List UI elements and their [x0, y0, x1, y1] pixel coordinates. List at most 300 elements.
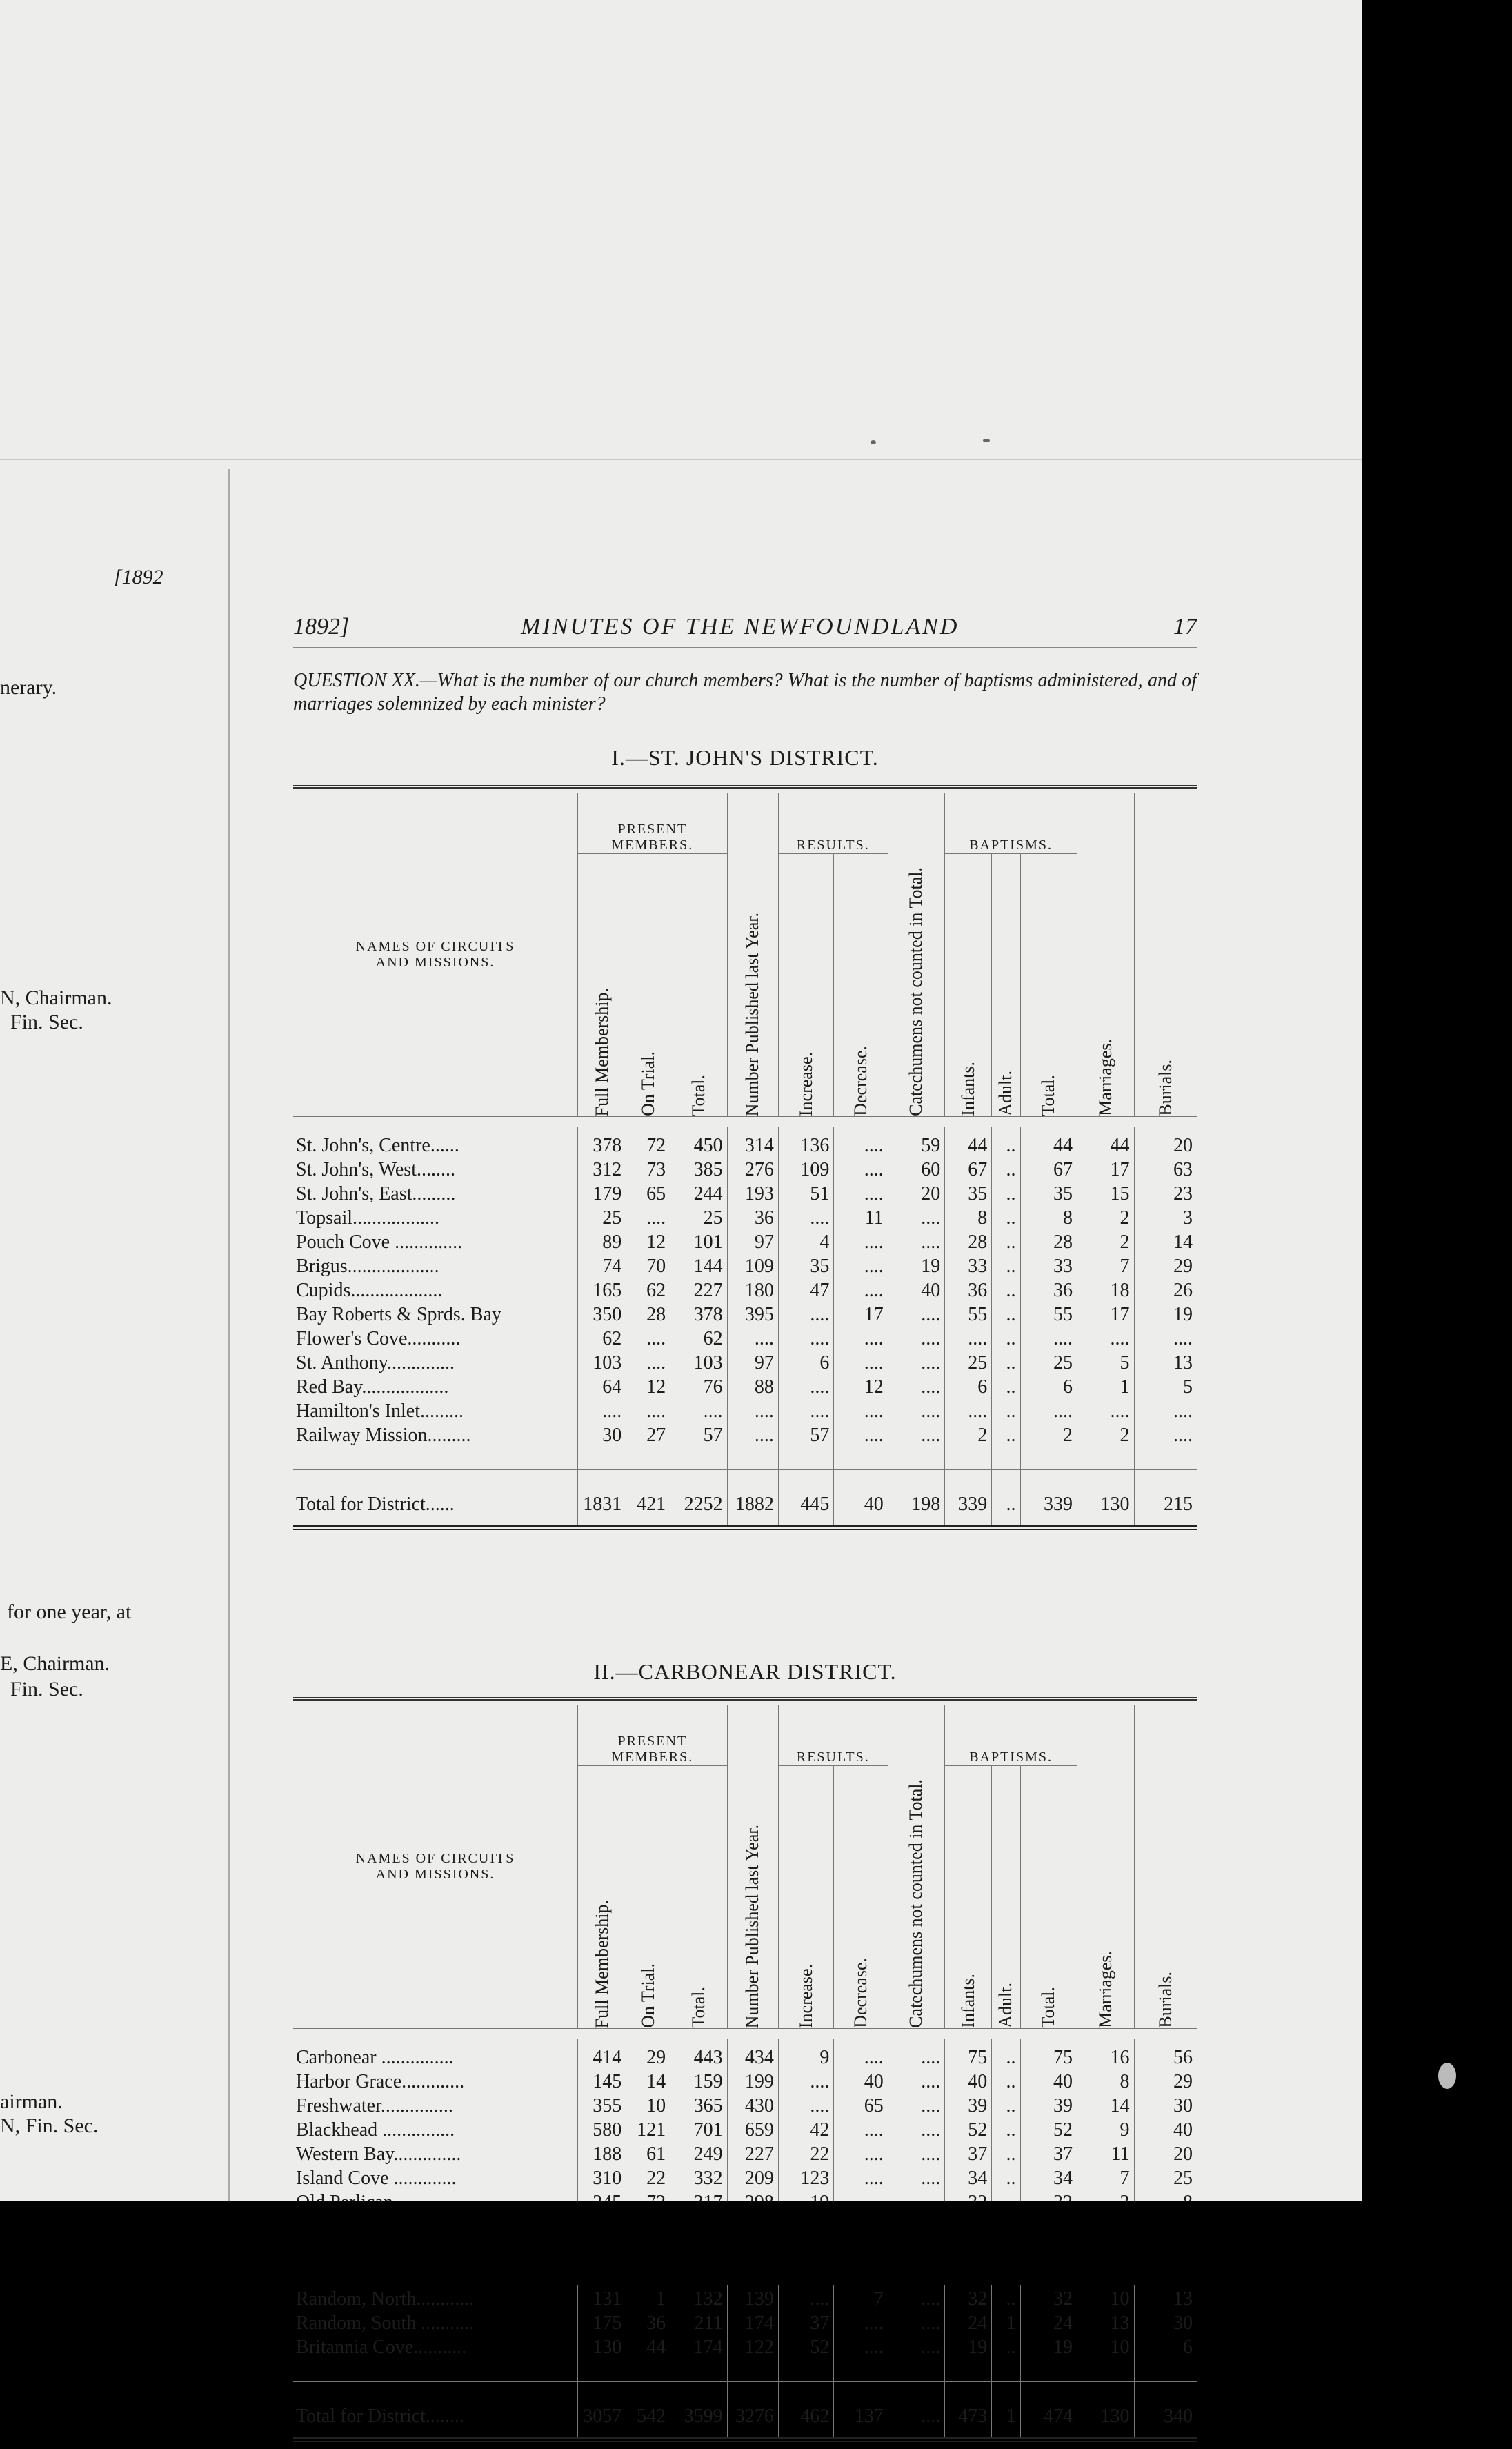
value-cell: ....	[834, 2311, 888, 2335]
value-cell: ....	[888, 1206, 945, 1230]
value-cell: 13	[1134, 2287, 1197, 2311]
value-cell: 20	[1134, 2142, 1197, 2166]
value-cell: 434	[727, 2039, 778, 2070]
baptisms-group-header: BAPTISMS.	[945, 1705, 1077, 1766]
value-cell: 249	[670, 2142, 728, 2166]
table-row	[293, 1399, 1197, 1423]
value-cell: 30	[1134, 2311, 1197, 2335]
circuit-name-cell: Western Bay..............	[296, 2143, 461, 2165]
value-cell: 11	[1077, 2142, 1135, 2166]
value-cell: ....	[945, 1399, 992, 1423]
value-cell: 227	[670, 1278, 728, 1302]
value-cell: 36	[1020, 1278, 1077, 1302]
total-column-header: Total.	[670, 854, 728, 1117]
value-cell: 130	[1077, 1484, 1135, 1528]
value-cell: ....	[834, 1351, 888, 1375]
value-cell: ....	[578, 1399, 626, 1423]
circuit-name-cell: Harbor Grace.............	[296, 2071, 465, 2092]
value-cell: 44	[1020, 1127, 1077, 1158]
marriages-column-header: Marriages.	[1077, 793, 1135, 1117]
value-cell: 123	[778, 2166, 833, 2190]
value-cell: 13	[1077, 2311, 1135, 2335]
value-cell: ....	[1134, 1399, 1197, 1423]
value-cell: 14	[1134, 1230, 1197, 1254]
value-cell: 19	[1020, 2335, 1077, 2359]
circuit-name-cell: St. John's, Centre......	[296, 1135, 459, 1156]
value-cell: ....	[888, 2094, 945, 2118]
table-row	[293, 1254, 1197, 1278]
table-row	[293, 1230, 1197, 1254]
value-cell: ....	[834, 1182, 888, 1206]
value-cell: 103	[670, 1351, 728, 1375]
value-cell: ....	[834, 1230, 888, 1254]
value-cell: 215	[1134, 1484, 1197, 1528]
value-cell: ..	[992, 2039, 1020, 2070]
value-cell: 25	[670, 1206, 728, 1230]
value-cell: 136	[778, 1127, 833, 1158]
value-cell: ..	[992, 1206, 1020, 1230]
value-cell: ..	[992, 2118, 1020, 2142]
value-cell: 6	[778, 1351, 833, 1375]
value-cell: 36	[727, 1206, 778, 1230]
value-cell: ..	[992, 1182, 1020, 1206]
value-cell: 10	[1077, 2287, 1135, 2311]
value-cell: 74	[578, 1254, 626, 1278]
value-cell: 139	[727, 2287, 778, 2311]
value-cell: 44	[945, 1127, 992, 1158]
left-page-fragment	[0, 566, 228, 2221]
value-cell: 35	[945, 1182, 992, 1206]
table-row	[293, 2118, 1197, 2142]
value-cell: ....	[1077, 1399, 1135, 1423]
value-cell: 59	[888, 1127, 945, 1158]
table-row	[293, 1351, 1197, 1375]
value-cell: ....	[888, 2118, 945, 2142]
baptisms-total-column-header: Total.	[1020, 1766, 1077, 2029]
value-cell: ....	[834, 2335, 888, 2359]
value-cell: 227	[727, 2142, 778, 2166]
header-rule	[293, 647, 1197, 648]
table-row	[293, 2094, 1197, 2118]
circuit-name-cell: Britannia Cove...........	[296, 2337, 467, 2358]
value-cell: 312	[578, 1158, 626, 1182]
results-group-header: RESULTS.	[778, 793, 888, 854]
value-cell: 52	[945, 2118, 992, 2142]
value-cell: 1882	[727, 1484, 778, 1528]
infants-column-header: Infants.	[945, 1766, 992, 2029]
table-row	[293, 2287, 1197, 2311]
value-cell: 40	[888, 1278, 945, 1302]
value-cell: 2	[1077, 1423, 1135, 1447]
value-cell: ..	[992, 1351, 1020, 1375]
value-cell: 385	[670, 1158, 728, 1182]
table-row	[293, 1423, 1197, 1447]
page-year: 1892]	[293, 614, 350, 639]
value-cell: 20	[1134, 1127, 1197, 1158]
value-cell: ....	[888, 1351, 945, 1375]
value-cell: 165	[578, 1278, 626, 1302]
value-cell: 32	[1020, 2287, 1077, 2311]
value-cell: ..	[992, 1484, 1020, 1528]
value-cell: 29	[1134, 1254, 1197, 1278]
table-row	[293, 2039, 1197, 2070]
value-cell: ....	[834, 2142, 888, 2166]
value-cell: 34	[945, 2166, 992, 2190]
circuit-name-cell: St. John's, West........	[296, 1159, 455, 1180]
district-table-st-johns	[293, 785, 1197, 1537]
value-cell: 47	[778, 1278, 833, 1302]
total-column-header: Total.	[670, 1766, 728, 2029]
value-cell: ....	[778, 2070, 833, 2094]
value-cell: ..	[992, 1158, 1020, 1182]
value-cell: ..	[992, 1423, 1020, 1447]
names-column-header: NAMES OF CIRCUITS AND MISSIONS.	[355, 1850, 515, 1882]
value-cell: ....	[888, 2287, 945, 2311]
value-cell: 97	[727, 1230, 778, 1254]
value-cell: 36	[626, 2311, 670, 2335]
value-cell: 30	[1134, 2094, 1197, 2118]
value-cell: 9	[1077, 2118, 1135, 2142]
value-cell: 89	[578, 1230, 626, 1254]
value-cell: 130	[578, 2335, 626, 2359]
value-cell: 24	[945, 2311, 992, 2335]
scan-border	[0, 2201, 1512, 2285]
value-cell: 414	[578, 2039, 626, 2070]
table-row	[293, 2070, 1197, 2094]
value-cell: 40	[1134, 2118, 1197, 2142]
value-cell: 109	[778, 1158, 833, 1182]
value-cell: 72	[626, 1127, 670, 1158]
value-cell: 56	[1134, 2039, 1197, 2070]
value-cell: 1	[992, 2396, 1020, 2440]
value-cell: 26	[1134, 1278, 1197, 1302]
value-cell: 10	[1077, 2335, 1135, 2359]
table-row	[293, 1127, 1197, 1158]
marriages-column-header: Marriages.	[1077, 1705, 1135, 2029]
value-cell: 65	[626, 1182, 670, 1206]
value-cell: 17	[834, 1302, 888, 1327]
value-cell: 40	[945, 2070, 992, 2094]
value-cell: ....	[888, 2396, 945, 2440]
value-cell: 18	[1077, 1278, 1135, 1302]
value-cell: 22	[778, 2142, 833, 2166]
value-cell: 7	[1077, 2166, 1135, 2190]
value-cell: 8	[945, 1206, 992, 1230]
table-row	[293, 1278, 1197, 1302]
question-text: QUESTION XX.—What is the number of our church members? What is the number of baptisms administered, and of marriages solemnized by each minister?	[293, 670, 1197, 715]
value-cell: 103	[578, 1351, 626, 1375]
district-title: I.—ST. JOHN'S DISTRICT.	[611, 745, 879, 770]
value-cell: 16	[1077, 2039, 1135, 2070]
value-cell: 6	[945, 1375, 992, 1399]
value-cell: 179	[578, 1182, 626, 1206]
value-cell: 430	[727, 2094, 778, 2118]
value-cell: 6	[1134, 2335, 1197, 2359]
value-cell: 67	[1020, 1158, 1077, 1182]
value-cell: 473	[945, 2396, 992, 2440]
value-cell: 1	[992, 2311, 1020, 2335]
value-cell: ....	[888, 1375, 945, 1399]
table-row	[293, 2335, 1197, 2359]
value-cell: 28	[626, 1302, 670, 1327]
table-row	[293, 1182, 1197, 1206]
value-cell: 130	[1077, 2396, 1135, 2440]
table-row	[293, 2311, 1197, 2335]
value-cell: 52	[778, 2335, 833, 2359]
value-cell: ....	[778, 1375, 833, 1399]
left-page-line: Fin. Sec.	[10, 1011, 83, 1033]
value-cell: ..	[992, 1278, 1020, 1302]
value-cell: 174	[670, 2335, 728, 2359]
value-cell: ....	[727, 1423, 778, 1447]
page-number: 17	[1173, 614, 1197, 639]
value-cell: 29	[1134, 2070, 1197, 2094]
value-cell: ..	[992, 1254, 1020, 1278]
increase-column-header: Increase.	[778, 854, 833, 1117]
value-cell: 174	[727, 2311, 778, 2335]
value-cell: 63	[1134, 1158, 1197, 1182]
on-trial-column-header: On Trial.	[626, 854, 670, 1117]
circuit-name-cell: Carbonear ...............	[296, 2047, 454, 2068]
value-cell: 462	[778, 2396, 833, 2440]
circuit-name-cell: St. John's, East.........	[296, 1183, 456, 1204]
value-cell: ..	[992, 1127, 1020, 1158]
value-cell: 30	[578, 1423, 626, 1447]
circuit-name-cell: St. Anthony..............	[296, 1352, 455, 1374]
value-cell: 40	[834, 1484, 888, 1528]
value-cell: 2	[1020, 1423, 1077, 1447]
value-cell: ..	[992, 1327, 1020, 1351]
table-row	[293, 1327, 1197, 1351]
value-cell: 131	[578, 2287, 626, 2311]
value-cell: 25	[1020, 1351, 1077, 1375]
value-cell: 97	[727, 1351, 778, 1375]
value-cell: 44	[1077, 1127, 1135, 1158]
circuit-name-cell: Cupids...................	[296, 1280, 443, 1301]
value-cell: 37	[778, 2311, 833, 2335]
value-cell: ..	[992, 2070, 1020, 2094]
value-cell: 11	[834, 1206, 888, 1230]
value-cell: 450	[670, 1127, 728, 1158]
value-cell: 62	[626, 1278, 670, 1302]
value-cell: ....	[727, 1327, 778, 1351]
circuit-name-cell: Total for District......	[296, 1494, 455, 1515]
value-cell: ..	[992, 2287, 1020, 2311]
on-trial-column-header: On Trial.	[626, 1766, 670, 2029]
value-cell: 42	[778, 2118, 833, 2142]
value-cell: 57	[670, 1423, 728, 1447]
value-cell: ....	[727, 1399, 778, 1423]
value-cell: ....	[945, 1327, 992, 1351]
value-cell: 144	[670, 1254, 728, 1278]
value-cell: 75	[1020, 2039, 1077, 2070]
value-cell: 339	[1020, 1484, 1077, 1528]
value-cell: 121	[626, 2118, 670, 2142]
value-cell: 355	[578, 2094, 626, 2118]
increase-column-header: Increase.	[778, 1766, 833, 2029]
value-cell: 27	[626, 1423, 670, 1447]
value-cell: ..	[992, 1302, 1020, 1327]
value-cell: ....	[778, 1206, 833, 1230]
value-cell: 445	[778, 1484, 833, 1528]
value-cell: 61	[626, 2142, 670, 2166]
present-members-group-header: PRESENT MEMBERS.	[578, 1705, 728, 1766]
table-row	[293, 2166, 1197, 2190]
value-cell: 25	[578, 1206, 626, 1230]
value-cell: ..	[992, 2094, 1020, 2118]
value-cell: 5	[1077, 1351, 1135, 1375]
infants-column-header: Infants.	[945, 854, 992, 1117]
page-gutter	[228, 469, 230, 2201]
value-cell: ..	[992, 2166, 1020, 2190]
value-cell: 14	[1077, 2094, 1135, 2118]
value-cell: ....	[778, 1327, 833, 1351]
value-cell: ....	[834, 2118, 888, 2142]
value-cell: 109	[727, 1254, 778, 1278]
value-cell: 28	[945, 1230, 992, 1254]
value-cell: 378	[670, 1302, 728, 1327]
circuit-name-cell: Blackhead ...............	[296, 2119, 455, 2141]
value-cell: 443	[670, 2039, 728, 2070]
value-cell: 310	[578, 2166, 626, 2190]
value-cell: 580	[578, 2118, 626, 2142]
value-cell: 198	[888, 1484, 945, 1528]
circuit-name-cell: Railway Mission.........	[296, 1425, 471, 1446]
table-row	[293, 1302, 1197, 1327]
district-table-carbonear	[293, 1697, 1197, 2449]
value-cell: 51	[778, 1182, 833, 1206]
value-cell: ....	[834, 2039, 888, 2070]
value-cell: 3276	[727, 2396, 778, 2440]
value-cell: 3057	[578, 2396, 626, 2440]
value-cell: ....	[778, 2287, 833, 2311]
value-cell: 12	[834, 1375, 888, 1399]
left-page-line: E, Chairman.	[0, 1652, 110, 1675]
district-title: II.—CARBONEAR DISTRICT.	[593, 1659, 897, 1684]
value-cell: ....	[834, 1399, 888, 1423]
value-cell: 22	[626, 2166, 670, 2190]
value-cell: 75	[945, 2039, 992, 2070]
value-cell: 64	[578, 1375, 626, 1399]
catechumens-column-header: Catechumens not counted in Total.	[888, 1705, 945, 2029]
value-cell: 7	[834, 2287, 888, 2311]
value-cell: 60	[888, 1158, 945, 1182]
value-cell: ....	[888, 1423, 945, 1447]
value-cell: ..	[992, 1399, 1020, 1423]
value-cell: 37	[1020, 2142, 1077, 2166]
value-cell: 9	[778, 2039, 833, 2070]
decrease-column-header: Decrease.	[834, 854, 888, 1117]
value-cell: 145	[578, 2070, 626, 2094]
value-cell: 12	[626, 1230, 670, 1254]
scan-speck	[983, 439, 990, 442]
value-cell: ....	[1020, 1399, 1077, 1423]
value-cell: 199	[727, 2070, 778, 2094]
catechumens-column-header: Catechumens not counted in Total.	[888, 793, 945, 1117]
value-cell: 24	[1020, 2311, 1077, 2335]
left-page-line: N, Fin. Sec.	[0, 2114, 99, 2137]
value-cell: 3	[1134, 1206, 1197, 1230]
value-cell: ..	[992, 1375, 1020, 1399]
value-cell: 276	[727, 1158, 778, 1182]
value-cell: ..	[992, 2335, 1020, 2359]
value-cell: 23	[1134, 1182, 1197, 1206]
value-cell: 52	[1020, 2118, 1077, 2142]
value-cell: ....	[888, 1302, 945, 1327]
district-total-row	[293, 1484, 1197, 1528]
value-cell: 159	[670, 2070, 728, 2094]
page-fold-line	[0, 459, 1362, 460]
value-cell: 4	[778, 1230, 833, 1254]
value-cell: 35	[778, 1254, 833, 1278]
circuit-name-cell: Hamilton's Inlet.........	[296, 1400, 464, 1422]
circuit-name-cell: Total for District........	[296, 2406, 464, 2427]
value-cell: 12	[626, 1375, 670, 1399]
value-cell: 70	[626, 1254, 670, 1278]
value-cell: ....	[888, 1399, 945, 1423]
value-cell: 332	[670, 2166, 728, 2190]
published-column-header: Number Published last Year.	[727, 1705, 778, 2029]
value-cell: 44	[626, 2335, 670, 2359]
value-cell: 1	[1077, 1375, 1135, 1399]
value-cell: ....	[778, 1399, 833, 1423]
scan-speck	[871, 440, 876, 444]
circuit-name-cell: Random, South ...........	[296, 2312, 475, 2334]
district-total-row	[293, 2396, 1197, 2440]
value-cell: ....	[626, 1399, 670, 1423]
circuit-name-cell: Topsail..................	[296, 1207, 440, 1229]
value-cell: 15	[1077, 1182, 1135, 1206]
value-cell: 57	[778, 1423, 833, 1447]
value-cell: 76	[670, 1375, 728, 1399]
value-cell: 29	[626, 2039, 670, 2070]
circuit-name-cell: Island Cove .............	[296, 2168, 457, 2189]
value-cell: 19	[888, 1254, 945, 1278]
value-cell: ....	[1020, 1327, 1077, 1351]
decrease-column-header: Decrease.	[834, 1766, 888, 2029]
value-cell: ....	[670, 1399, 728, 1423]
value-cell: 2	[1077, 1206, 1135, 1230]
value-cell: 37	[945, 2142, 992, 2166]
value-cell: ....	[888, 2311, 945, 2335]
value-cell: 55	[1020, 1302, 1077, 1327]
value-cell: 1	[626, 2287, 670, 2311]
value-cell: 33	[1020, 1254, 1077, 1278]
value-cell: 350	[578, 1302, 626, 1327]
value-cell: ....	[834, 1327, 888, 1351]
value-cell: 6	[1020, 1375, 1077, 1399]
left-page-line: Fin. Sec.	[10, 1678, 83, 1701]
value-cell: 175	[578, 2311, 626, 2335]
adult-column-header: Adult.	[992, 1766, 1020, 2029]
value-cell: 101	[670, 1230, 728, 1254]
value-cell: ....	[888, 2039, 945, 2070]
value-cell: 13	[1134, 1351, 1197, 1375]
value-cell: 421	[626, 1484, 670, 1528]
value-cell: 25	[1134, 2166, 1197, 2190]
value-cell: 244	[670, 1182, 728, 1206]
value-cell: ....	[888, 2166, 945, 2190]
value-cell: 339	[945, 1484, 992, 1528]
value-cell: ....	[834, 1127, 888, 1158]
value-cell: ..	[992, 1230, 1020, 1254]
value-cell: 132	[670, 2287, 728, 2311]
value-cell: 17	[1077, 1302, 1135, 1327]
value-cell: ....	[1134, 1423, 1197, 1447]
value-cell: 28	[1020, 1230, 1077, 1254]
baptisms-total-column-header: Total.	[1020, 854, 1077, 1117]
value-cell: 5	[1134, 1375, 1197, 1399]
